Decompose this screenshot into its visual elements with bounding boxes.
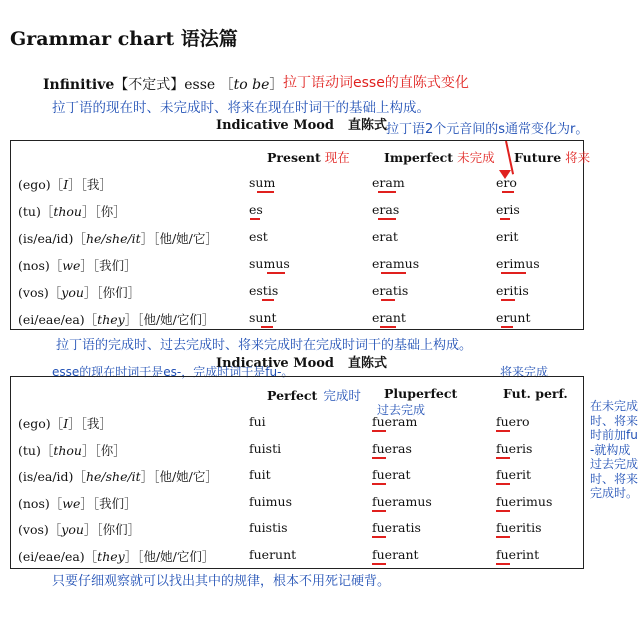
red-underline [502, 191, 514, 193]
perfect-form: fuistis [249, 520, 288, 535]
red-underline [378, 218, 396, 220]
red-underline [496, 430, 510, 432]
pronoun-english: I [63, 177, 69, 192]
pronoun-chinese: ］［我］ [68, 416, 112, 431]
perfect-form: fui [249, 414, 266, 429]
pluperfect-form: fuerant [372, 546, 419, 562]
imperfect-form: erant [372, 310, 406, 325]
present-form: es [249, 202, 263, 217]
future-form: erimus [496, 256, 540, 271]
future-form: ero [496, 175, 517, 190]
pronoun-latin: (nos)［ [18, 258, 63, 273]
pronoun-label [18, 256, 137, 274]
red-underline [380, 326, 396, 328]
pronoun-latin: (vos)［ [18, 522, 62, 537]
imperfect-form: eras [372, 202, 400, 217]
header-fut-perf: Fut. perf. [503, 386, 568, 401]
pronoun-chinese: ］［他/她/它］ [140, 469, 218, 484]
pronoun-english: he/she/it [85, 469, 141, 484]
imperfect-form: eramus [372, 256, 420, 271]
infinitive-tag: 【不定式】 [114, 77, 185, 93]
red-underline [501, 326, 513, 328]
pronoun-label [18, 467, 218, 485]
pronoun-english: we [62, 495, 81, 511]
mood-heading-2: Indicative Mood 直陈式 [216, 356, 388, 371]
infinitive-line: Infinitive【不定式】esse ［to be］ [43, 77, 284, 93]
pronoun-english: they [97, 548, 125, 564]
red-underline [261, 326, 273, 328]
perfect-form: fuerunt [249, 546, 297, 562]
header-future: Future 将来 [514, 150, 591, 165]
pronoun-latin: (is/ea/id)［ [18, 231, 86, 246]
note-fu-prefix: 在未完成时、将来时前加fu-就构成过去完成时、将来完成时。 [590, 399, 639, 500]
red-underline [500, 218, 510, 220]
red-underline [262, 299, 274, 301]
infinitive-gloss: to be [233, 77, 270, 93]
pluperfect-form: fueram [372, 414, 418, 429]
pronoun-label [18, 283, 140, 301]
note-perfect-system: 拉丁语的完成时、过去完成时、将来完成时在完成时词干的基础上构成。 [56, 338, 473, 353]
red-underline [381, 299, 395, 301]
pluperfect-form: fuerat [372, 467, 411, 482]
pronoun-latin: (ego)［ [18, 416, 64, 431]
pronoun-label [18, 229, 218, 247]
pronoun-english: we [62, 258, 81, 273]
future-form: erit [496, 229, 519, 244]
red-underline [496, 457, 510, 459]
note-fut-perf-zh: 将来完成 [500, 365, 549, 379]
pluperfect-form: fueras [372, 440, 412, 456]
pronoun-latin: (nos)［ [18, 495, 63, 511]
future-form: eritis [496, 283, 529, 298]
pronoun-latin: (is/ea/id)［ [18, 469, 86, 484]
red-underline [372, 483, 386, 485]
page-title: Grammar chart 语法篇 [10, 28, 238, 50]
pronoun-english: thou [53, 442, 82, 458]
red-underline [501, 272, 526, 274]
red-underline [372, 510, 386, 512]
pronoun-label [18, 547, 214, 565]
futperf-form: fuerimus [496, 493, 553, 509]
red-underline [372, 563, 386, 565]
pronoun-chinese: ］［你们］ [83, 285, 141, 300]
pronoun-english: I [63, 416, 69, 431]
pronoun-chinese: ］［他/她/它们］ [124, 312, 215, 327]
header-pluperfect: Pluperfect [384, 386, 458, 401]
red-underline [372, 536, 386, 538]
red-underline [496, 536, 510, 538]
perfect-form: fuisti [249, 440, 282, 456]
pronoun-latin: (vos)［ [18, 285, 62, 300]
red-underline [267, 272, 285, 274]
future-form: eris [496, 202, 520, 217]
present-form: sum [249, 175, 276, 190]
pronoun-latin: (ego)［ [18, 177, 64, 192]
note-s-to-r: 拉丁语2个元音间的s通常变化为r。 [386, 122, 589, 137]
present-form: estis [249, 283, 279, 298]
pronoun-label [18, 520, 140, 538]
red-underline [496, 510, 510, 512]
header-present: Present 现在 [267, 150, 350, 165]
mood-heading-1: Indicative Mood 直陈式 [216, 118, 388, 133]
pluperfect-form: fueratis [372, 520, 421, 535]
red-underline [496, 483, 510, 485]
pronoun-english: you [61, 522, 84, 537]
red-underline [378, 191, 396, 193]
pronoun-label [18, 202, 126, 220]
pronoun-latin: (ei/eae/ea)［ [18, 312, 98, 327]
imperfect-form: eratis [372, 283, 409, 298]
pronoun-chinese: ］［我们］ [80, 495, 137, 511]
present-form: est [249, 229, 268, 244]
red-underline [381, 272, 406, 274]
red-underline [496, 563, 510, 565]
future-form: erunt [496, 310, 531, 325]
note-stems: esse的现在时词干是es-，完成时词干是fu-。 [52, 365, 294, 379]
futperf-form: fuerit [496, 467, 532, 482]
red-underline [501, 299, 515, 301]
futperf-form: fuero [496, 414, 530, 429]
pronoun-english: you [61, 285, 84, 300]
futperf-form: fuerint [496, 546, 540, 562]
red-underline [250, 218, 260, 220]
pronoun-chinese: ］［你］ [81, 442, 126, 458]
red-underline [257, 191, 274, 193]
footer-note: 只要仔细观察就可以找出其中的规律，根本不用死记硬背。 [52, 574, 391, 589]
header-imperfect: Imperfect 未完成 [384, 150, 495, 165]
infinitive-label: Infinitive [43, 77, 115, 93]
pronoun-chinese: ］［我］ [68, 177, 112, 192]
pronoun-english: they [97, 312, 125, 327]
pronoun-english: he/she/it [85, 231, 141, 246]
pronoun-chinese: ］［你］ [81, 204, 126, 219]
pronoun-latin: (tu)［ [18, 442, 54, 458]
note-pluperfect-zh: 过去完成 [377, 403, 426, 417]
pronoun-latin: (tu)［ [18, 204, 54, 219]
red-underline [372, 430, 386, 432]
red-underline [372, 457, 386, 459]
pronoun-label [18, 310, 214, 328]
futperf-form: fueris [496, 440, 533, 456]
pluperfect-form: fueramus [372, 493, 432, 509]
pronoun-label [18, 441, 126, 459]
present-form: sumus [249, 256, 290, 271]
pronoun-label [18, 494, 137, 512]
pronoun-label [18, 414, 112, 432]
present-form: sunt [249, 310, 277, 325]
pronoun-latin: (ei/eae/ea)［ [18, 548, 98, 564]
pronoun-chinese: ］［你们］ [83, 522, 141, 537]
imperfect-form: eram [372, 175, 405, 190]
pronoun-chinese: ］［他/她/它］ [140, 231, 218, 246]
pronoun-chinese: ］［我们］ [80, 258, 137, 273]
futperf-form: fueritis [496, 520, 542, 535]
imperfect-form: erat [372, 229, 398, 244]
pronoun-english: thou [53, 204, 82, 219]
pronoun-chinese: ］［他/她/它们］ [124, 548, 215, 564]
infinitive-verb: esse [184, 77, 216, 93]
pronoun-label [18, 175, 112, 193]
note-present-system-blue: 拉丁语的现在时、未完成时、将来在现在时词干的基础上构成。 [52, 100, 430, 116]
perfect-form: fuit [249, 467, 271, 482]
note-present-system-red: 拉丁语动词esse的直陈式变化 [283, 75, 469, 91]
header-perfect: Perfect 完成时 [267, 388, 361, 403]
perfect-form: fuimus [249, 493, 292, 509]
